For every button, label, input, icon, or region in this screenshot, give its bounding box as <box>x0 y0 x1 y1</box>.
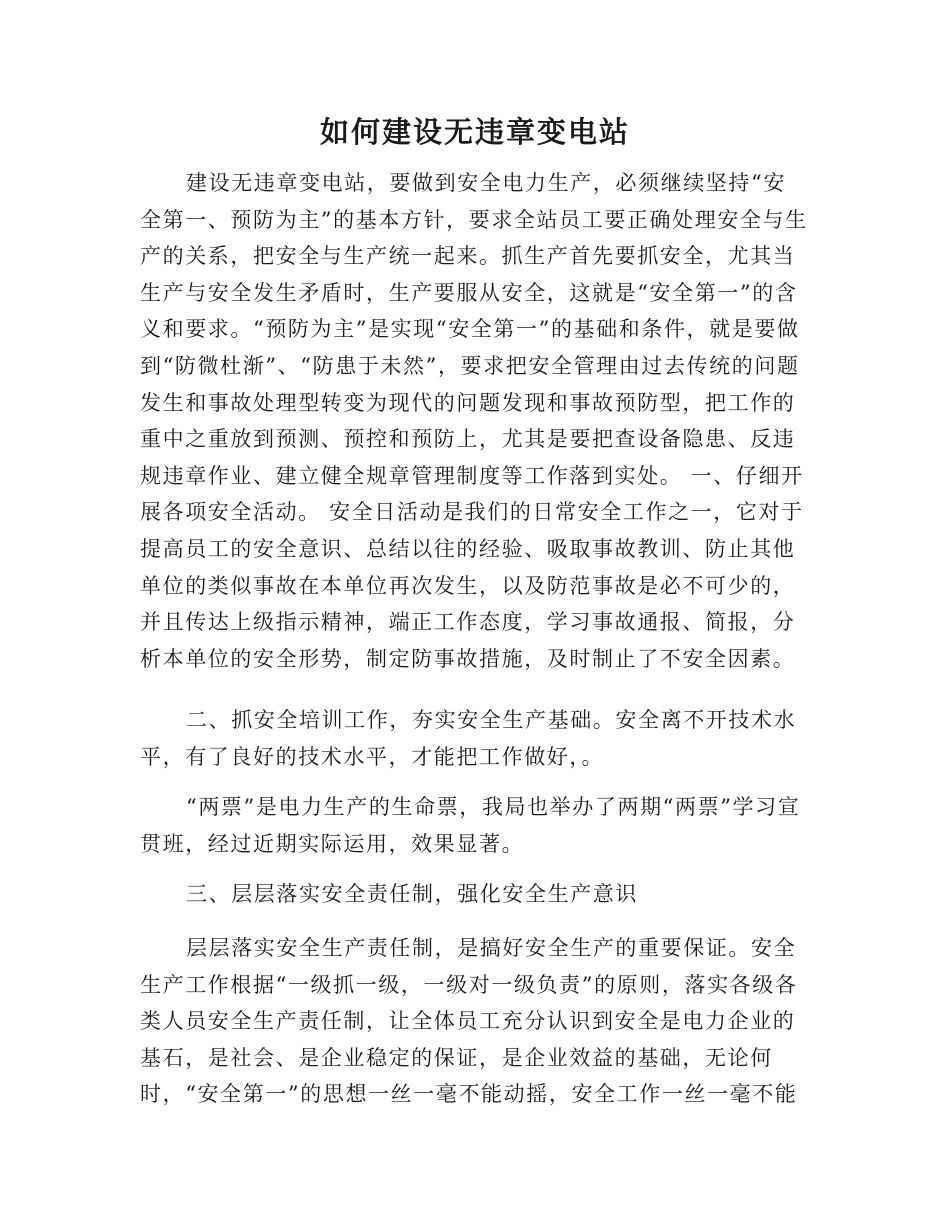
section-heading-responsibility: 三、层层落实安全责任制，强化安全生产意识 <box>186 882 638 906</box>
paragraph-intro: 建设无违章变电站，要做到安全电力生产，必须继续坚持“安全第一、预防为主”的基本方针，要求全站员工要正确处理安全与生产的关系，把安全与生产统一起来。抓生产首先要抓安全，尤其当生产与安全发生矛盾时，生产要服从安全，这就是“安全第一”的含义和要求。“预防为主”是实现“安全第一”的基础和条件，就是要做到“防微杜渐”、“防患于未然”，要求把安全管理由过去传统的问题发生和事故处理型转变为现代的问题发现和事故预防型，把工作的重中之重放到预测、预控和预防上，尤其是要把查设备隐患、反违规违章作业、建立健全规章管理制度等工作落到实处。 一、仔细开展各项安全活动。 安全日活动是我们的日常安全工作之一，它对于提高员工的安全意识、总结以往的经验、吸取事故教训、防止其他单位的类似事故在本单位再次发生，以及防范事故是必不可少的，并且传达上级指示精神，端正工作态度，学习事故通报、简报，分析本单位的安全形势，制定防事故措施，及时制止了不安全因素。 <box>140 171 808 671</box>
paragraph-two-tickets: “两票”是电力生产的生命票，我局也举办了两期“两票”学习宣贯班，经过近期实际运用，效果显著。 <box>140 795 801 856</box>
document-title: 如何建设无违章变电站 <box>319 115 630 149</box>
paragraph-responsibility: 层层落实安全生产责任制，是搞好安全生产的重要保证。安全生产工作根据“一级抓一级，一级对一级负责”的原则，落实各级各类人员安全生产责任制，让全体员工充分认识到安全是电力企业的基石，是社会、是企业稳定的保证，是企业效益的基础，无论何时，“安全第一”的思想一丝一毫不能动摇，安全工作一丝一毫不能 <box>140 936 798 1107</box>
paragraph-training: 二、抓安全培训工作，夯实安全生产基础。安全离不开技术水平，有了良好的技术水平，才能把工作做好，。 <box>140 708 797 769</box>
